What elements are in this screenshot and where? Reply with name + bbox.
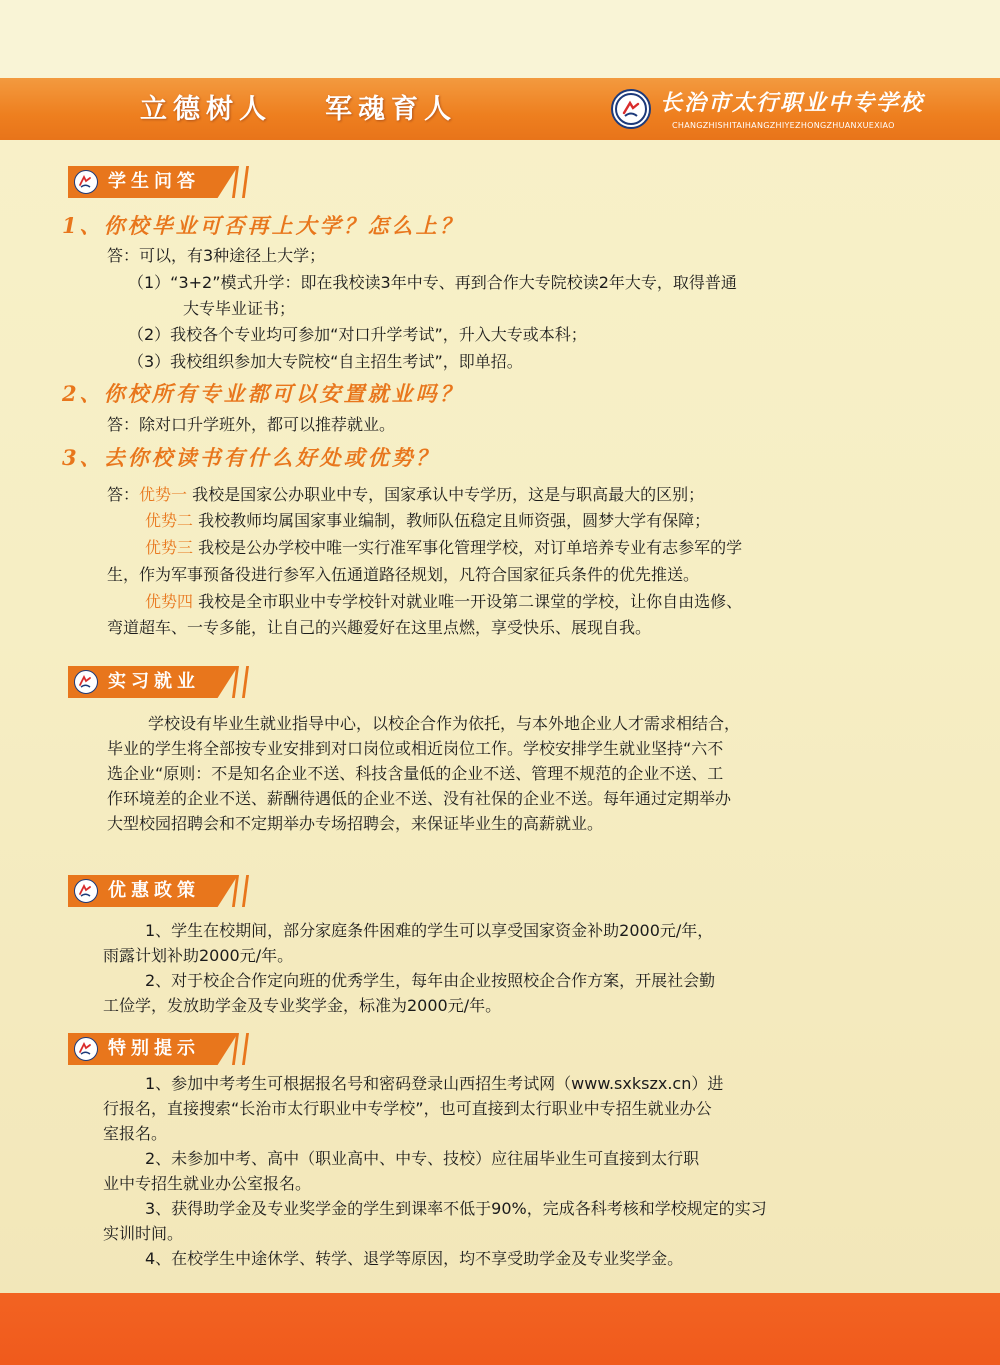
body-line: 业中专招生就业办公室报名。 xyxy=(103,1174,312,1193)
motto-1: 立德树人 xyxy=(140,94,272,125)
body-line: 作环境差的企业不送、薪酬待遇低的企业不送、没有社保的企业不送。每年通过定期举办 xyxy=(107,789,732,808)
section-heading-internship xyxy=(68,666,250,698)
answer-line: （3）我校组织参加大专院校“自主招生考试”，即单招。 xyxy=(128,352,523,371)
section-title: 特别提示 xyxy=(108,1038,200,1059)
advantage-label: 优势三 xyxy=(145,538,194,557)
body-line: 4、在校学生中途休学、转学、退学等原因，均不享受助学金及专业奖学金。 xyxy=(145,1249,684,1268)
question-3: 3、去你校读书有什么好处或优势？ xyxy=(62,445,440,470)
advantage-label: 优势二 xyxy=(145,511,194,530)
section-title: 优惠政策 xyxy=(108,880,200,901)
body-line: 实训时间。 xyxy=(103,1224,184,1243)
advantage-3 xyxy=(145,535,742,561)
advantage-text: 我校是国家公办职业中专，国家承认中专学历，这是与职高最大的区别； xyxy=(187,485,705,504)
body-line: 2、未参加中考、高中（职业高中、中专、技校）应往届毕业生可直接到太行职 xyxy=(145,1149,700,1168)
section-heading-qa xyxy=(68,166,250,198)
section-heading-policy xyxy=(68,875,250,907)
body-line: 2、对于校企合作定向班的优秀学生，每年由企业按照校企合作方案，开展社会勤 xyxy=(145,971,716,990)
advantage-1 xyxy=(107,482,704,508)
body-line: 大型校园招聘会和不定期举办专场招聘会，来保证毕业生的高薪就业。 xyxy=(107,814,604,833)
body-line: 1、学生在校期间，部分家庭条件困难的学生可以享受国家资金补助2000元/年， xyxy=(145,921,714,940)
body-line: 室报名。 xyxy=(103,1124,168,1143)
advantage-2 xyxy=(145,508,710,534)
top-strip xyxy=(0,0,1000,78)
body-line: 毕业的学生将全部按专业安排到对口岗位或相近岗位工作。学校安排学生就业坚持“六不 xyxy=(107,739,724,758)
answer-prefix: 答： xyxy=(107,485,140,504)
answer-line: 答：可以，有3种途径上大学； xyxy=(107,246,326,265)
answer-line: 答：除对口升学班外，都可以推荐就业。 xyxy=(107,415,396,434)
body-line: 行报名，直接搜索“长治市太行职业中专学校”，也可直接到太行职业中专招生就业办公 xyxy=(103,1099,712,1118)
advantage-4 xyxy=(145,589,742,615)
body-line: 雨露计划补助2000元/年。 xyxy=(103,946,294,965)
answer-line: 大专毕业证书； xyxy=(183,299,296,318)
body-line: 1、参加中考考生可根据报名号和密码登录山西招生考试网（www.sxkszx.cn）进 xyxy=(145,1074,724,1093)
section-title: 实习就业 xyxy=(108,671,200,692)
answer-line: （2）我校各个专业均可参加“对口升学考试”，升入大专或本科； xyxy=(128,325,587,344)
school-name: 长治市太行职业中专学校 xyxy=(660,90,925,116)
advantage-text: 我校是全市职业中专学校针对就业唯一开设第二课堂的学校，让你自由选修、 xyxy=(193,592,743,611)
section-emblem-icon xyxy=(74,670,98,694)
section-emblem-icon xyxy=(74,170,98,194)
school-logo-icon xyxy=(611,89,651,129)
advantage-text: 我校教师均属国家事业编制，教师队伍稳定且师资强，圆梦大学有保障； xyxy=(193,511,711,530)
advantage-label: 优势一 xyxy=(139,485,188,504)
answer-line: （1）“3+2”模式升学：即在我校读3年中专、再到合作大专院校读2年大专，取得普通 xyxy=(128,273,737,292)
advantage-4-line-2: 弯道超车、一专多能，让自己的兴趣爱好在这里点燃，享受快乐、展现自我。 xyxy=(107,618,652,637)
advantage-label: 优势四 xyxy=(145,592,194,611)
body-line: 选企业“原则：不是知名企业不送、科技含量低的企业不送、管理不规范的企业不送、工 xyxy=(107,764,724,783)
motto-2: 军魂育人 xyxy=(325,94,457,125)
advantage-3-line-2: 生，作为军事预备役进行参军入伍通道路径规划，凡符合国家征兵条件的优先推送。 xyxy=(107,565,700,584)
section-emblem-icon xyxy=(74,879,98,903)
bottom-bar xyxy=(0,1293,1000,1365)
section-emblem-icon xyxy=(74,1037,98,1061)
advantage-text: 我校是公办学校中唯一实行准军事化管理学校，对订单培养专业有志参军的学 xyxy=(193,538,743,557)
body-line: 学校设有毕业生就业指导中心，以校企合作为依托，与本外地企业人才需求相结合， xyxy=(148,714,741,733)
question-1: 1、你校毕业可否再上大学？怎么上？ xyxy=(62,213,464,238)
section-title: 学生问答 xyxy=(108,171,200,192)
question-2: 2、你校所有专业都可以安置就业吗？ xyxy=(62,381,464,406)
body-line: 3、获得助学金及专业奖学金的学生到课率不低于90%，完成各科考核和学校规定的实习 xyxy=(145,1199,767,1218)
body-line: 工俭学，发放助学金及专业奖学金，标准为2000元/年。 xyxy=(103,996,502,1015)
school-pinyin: CHANGZHISHITAIHANGZHIYEZHONGZHUANXUEXIAO xyxy=(672,121,895,130)
section-heading-notice xyxy=(68,1033,250,1065)
